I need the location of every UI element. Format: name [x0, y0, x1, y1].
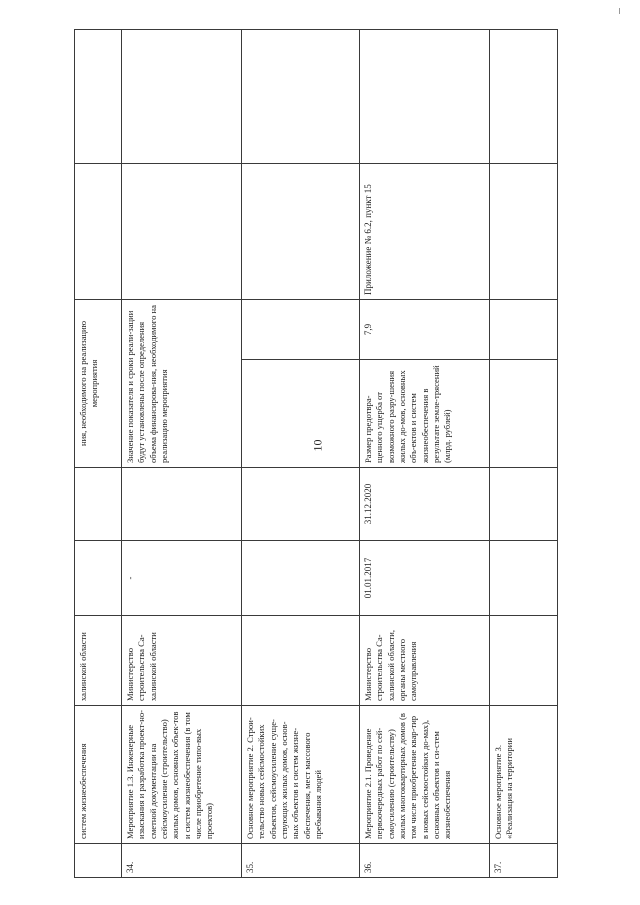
row-end	[122, 468, 242, 541]
program-table	[74, 29, 558, 878]
page-number: 10	[310, 439, 325, 452]
row-executor: Министерство строительства Са-халинской области, органы местного самоуправления	[360, 616, 490, 706]
cell-end	[75, 468, 122, 541]
row-start: -	[122, 541, 242, 616]
table-row	[242, 29, 360, 877]
row-indicator	[490, 360, 558, 468]
row-name: Мероприятие 1.3. Инженерные изыскания и разработка проект-но-сметной документации на сейсмоусиление (строительство) жилых домов, основных объек-тов и систем жизнеобеспечения (в том числе приобретение типо-вых проектов)	[122, 706, 242, 844]
row-note	[490, 163, 558, 299]
row-name: Мероприятие 2.1. Проведение первоочередных работ по сей-смоусилению (строительству) жилых многоквартирных домов (в том числе приобретение квар-тир в новых сейсмостойких до-мах), основных объектов и си-стем жизнеобеспечения	[360, 706, 490, 844]
cell-name: систем жизнеобеспечения	[75, 706, 122, 844]
table-row	[360, 29, 490, 877]
cell-note	[75, 163, 122, 299]
row-note: Приложение № 6.2, пункт 15	[360, 163, 490, 299]
row-number: 35.	[242, 844, 360, 878]
table-row-header	[75, 29, 122, 877]
row-value: 7,9	[360, 299, 490, 359]
row-number: 36.	[360, 844, 490, 878]
row-end	[490, 468, 558, 541]
row-name: Основное мероприятие 3. «Реализация на территории	[490, 706, 558, 844]
row-extra	[360, 29, 490, 163]
table-row	[490, 29, 558, 877]
row-indicator	[242, 360, 360, 468]
row-extra	[490, 29, 558, 163]
cell-indicator: ния, необходимого на реализацию мероприятия	[75, 299, 122, 467]
cell-start	[75, 541, 122, 616]
row-executor: Министерство строительства Са-халинской области	[122, 616, 242, 706]
row-indicator: Размер предотвра-щенного ущерба от возможного разру-шения жилых до-мов, основных объ-ектов и систем жизнеобеспечения в результате земле-трясений (млрд. рублей)	[360, 360, 490, 468]
cell-num	[75, 844, 122, 878]
row-note	[242, 163, 360, 299]
row-executor	[490, 616, 558, 706]
row-note	[122, 163, 242, 299]
row-value	[242, 299, 360, 359]
row-indicator: Значение показателя и сроки реали-зации будут установлены после определения объема финансирова-ния, необходимого на реализацию мероприятия	[122, 299, 242, 467]
row-number: 37.	[490, 844, 558, 878]
row-value	[490, 299, 558, 359]
cell-executor: халинской области	[75, 616, 122, 706]
row-name: Основное мероприятие 2. Строи-тельство новых сейсмостойких объектов, сейсмоусиление суще-ствующих жилых домов, основ-ных объектов и систем жизне-обеспечения, мест массового пребывания людей	[242, 706, 360, 844]
row-end: 31.12.2020	[360, 468, 490, 541]
row-number: 34.	[122, 844, 242, 878]
row-end	[242, 468, 360, 541]
row-start	[490, 541, 558, 616]
row-start	[242, 541, 360, 616]
row-extra	[122, 29, 242, 163]
table-row	[122, 29, 242, 877]
row-extra	[242, 29, 360, 163]
cell-extra	[75, 29, 122, 163]
row-executor	[242, 616, 360, 706]
row-start: 01.01.2017	[360, 541, 490, 616]
